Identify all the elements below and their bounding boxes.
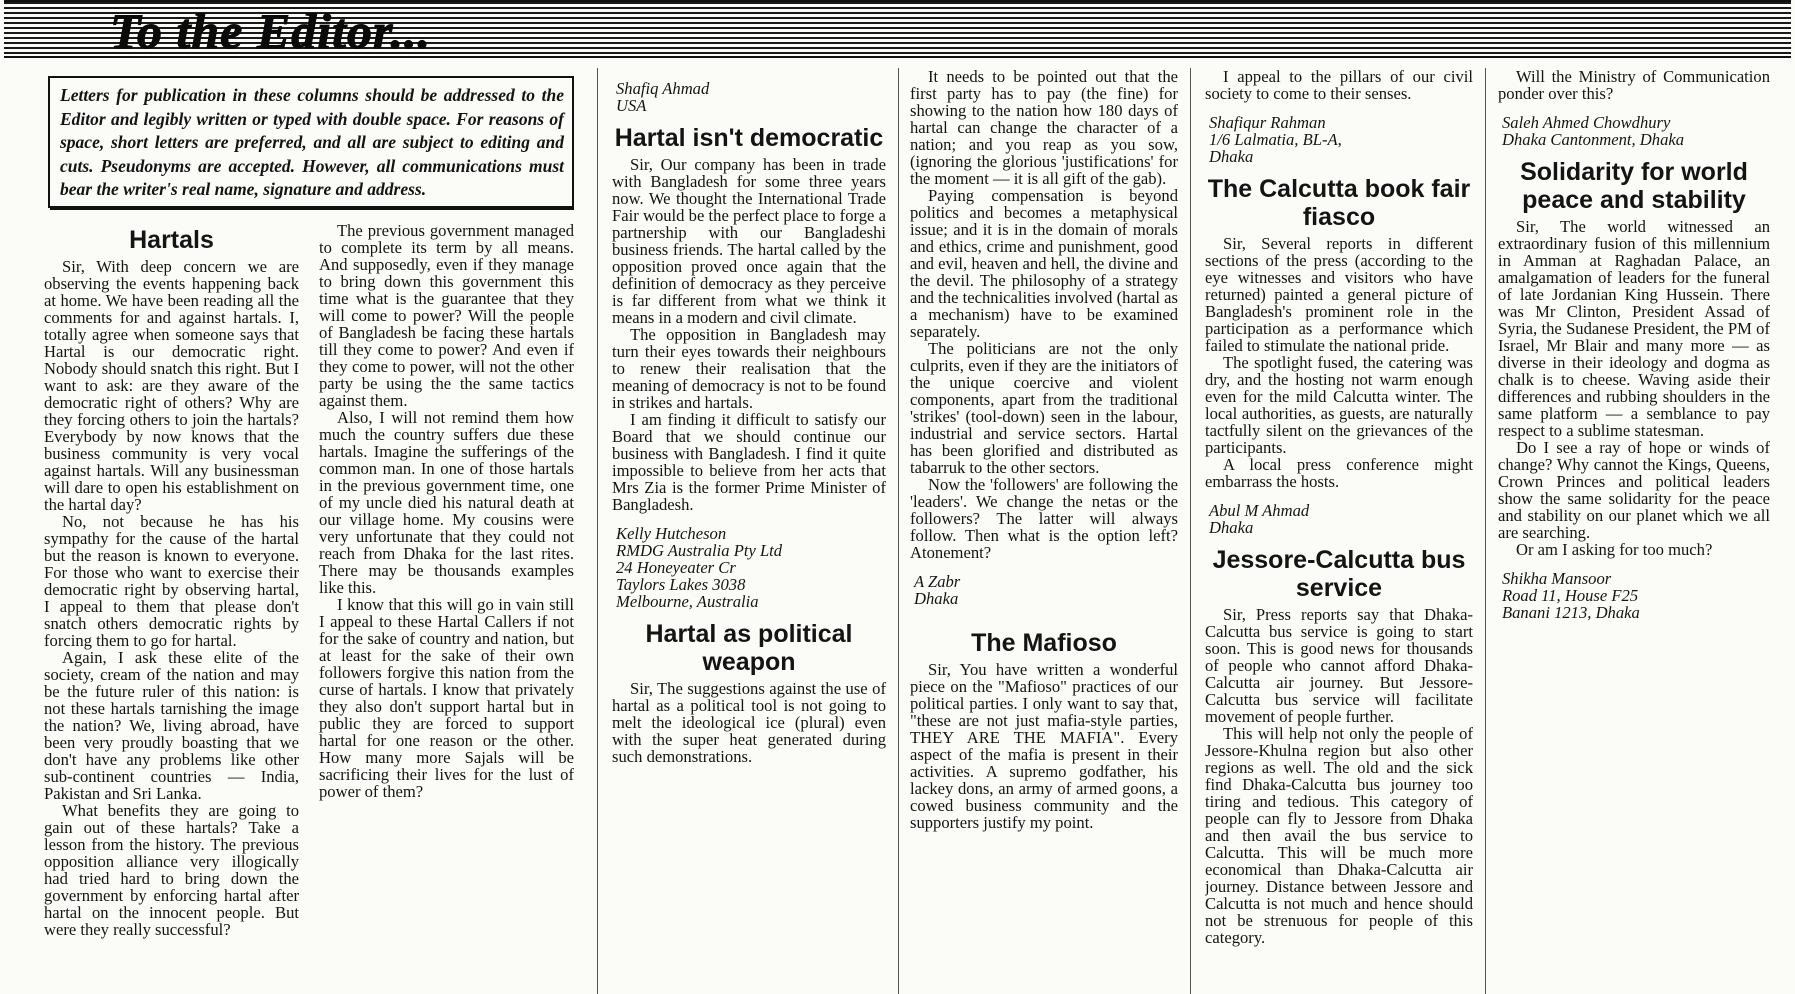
letter-paragraph: The politicians are not the only culprits, even if they are the initiators of the unique coercive and violent components, apart from the traditional 'strikes' (tool-down) seen in the labour, industrial and service sectors. Hartal has been glorified and distributed as tabarruk to the other sectors. bbox=[910, 339, 1178, 477]
letter-paragraph: The spotlight fused, the catering was dry, and the hosting not warm enough even for the mild Calcutta winter. The local authorities, as guests, are naturally tactfully silent on the grievances of the participants. bbox=[1205, 353, 1473, 457]
letter-paragraph: The previous government managed to complete its term by all means. And supposedly, even if they manage to bring down this government this time what is the guarantee that they will come to power? Will the people of Bangladesh be facing these hartals till they come to power? And even if they come to power, will not the other party be using the the same tactics against them. bbox=[319, 220, 574, 410]
letter-paragraph: Sir, The suggestions against the use of hartal as a political tool is not going to melt the ideological ice (plural) even with the super heat generated during such demonstrations. bbox=[612, 679, 886, 766]
signature-line: Shafiqur Rahman bbox=[1209, 113, 1326, 132]
signature-bus bbox=[1502, 114, 1770, 148]
headline-democratic: Hartal isn't democratic bbox=[614, 124, 884, 152]
headline-bookfair: The Calcutta book fair fiasco bbox=[1207, 175, 1471, 231]
signature-line: Road 11, House F25 bbox=[1502, 586, 1639, 605]
section-title: To the Editor... bbox=[110, 3, 432, 59]
signature-line: A Zabr bbox=[914, 572, 961, 591]
letter-paragraph: Sir, Press reports say that Dhaka-Calcutta bus service is going to start soon. This is good news for thousands of people who cannot afford Dhaka-Calcutta air journey. But Jessore-Calcutta bus service will facilitate movement of people further. bbox=[1205, 605, 1473, 726]
letter-paragraph: It needs to be pointed out that the first party has to pay (the fine) for showing to the nation how 180 days of hartal can change the character of a nation; and you reap as you sow, (ignoring the glorious 'justifications' for the moment — it is all gift of the gab). bbox=[910, 68, 1178, 188]
signature-line: Shafiq Ahmad bbox=[616, 79, 710, 98]
signature-line: Taylors Lakes 3038 bbox=[616, 575, 746, 594]
signature-line: Melbourne, Australia bbox=[616, 592, 759, 611]
letter-paragraph: I know that this will go in vain still I appeal to these Hartal Callers if not for the sake of country and nation, but at least for the sake of their own followers forgive this nation from the curse of hartals. I know that privately they also don't support hartal but in public they are forced to support hartal for one reason or the other. How many more Sajals will be sacrificing their lives for the lust of power of them? bbox=[319, 594, 574, 801]
letter-paragraph: Paying compensation is beyond politics and becomes a metaphysical issue; and it is in the domain of morals and ethics, crime and punishment, good and evil, heaven and hell, the divine and the devil. The philosophy of a strategy and the technicalities involved (hartal as a mechanism) have to be examined separately. bbox=[910, 186, 1178, 341]
letter-paragraph: Again, I ask these elite of the society, cream of the nation and may be the future ruler of this nation: is not these hartals tarnishing the image the nation? We, living abroad, have been very proudly boasting that we don't have any problems like other sub-continent countries — India, Pakistan and Sri Lanka. bbox=[44, 647, 299, 803]
signature-line: Shikha Mansoor bbox=[1502, 569, 1612, 588]
column-2 bbox=[612, 68, 886, 994]
column-rule bbox=[898, 68, 899, 994]
signature-solidarity bbox=[1502, 570, 1770, 621]
letter-paragraph: Sir, Several reports in different sections of the press (according to the eye witnesses and visitors who have returned) painted a general picture of Bangladesh's prominent role in the participation as a performance which failed to stimulate the national pride. bbox=[1205, 234, 1473, 355]
column-1 bbox=[44, 68, 574, 994]
signature-line: RMDG Australia Pty Ltd bbox=[616, 541, 783, 560]
column-rule bbox=[1190, 68, 1191, 994]
signature-line: Dhaka bbox=[914, 589, 959, 608]
signature-democratic bbox=[616, 525, 886, 610]
headline-weapon: Hartal as political weapon bbox=[645, 620, 853, 676]
signature-mafioso bbox=[1209, 114, 1473, 165]
letter-paragraph: Also, I will not remind them how much the country suffers due these hartals. Imagine the sufferings of the common man. In one of those hartals in the previous government time, one of my uncle died his natural death at our village home. My cousins were very unfortunate that they could not reach from Dhaka for the last rites. There may be thousands examples like this. bbox=[319, 407, 574, 597]
headline-mafioso: The Mafioso bbox=[971, 629, 1117, 657]
masthead-banner bbox=[4, 0, 1791, 58]
column-rule bbox=[1485, 68, 1486, 994]
letter-paragraph: Sir, Our company has been in trade with Bangladesh for some three years now. We thought the International Trade Fair would be the perfect place to forge a partnership with our Bangladeshi business friends. The hartal called by the opposition proved once again that the definition of democracy as they perceive is far different from what we think it means in a modern and civil climate. bbox=[612, 155, 886, 327]
letter-paragraph: Or am I asking for too much? bbox=[1516, 540, 1713, 559]
letter-paragraph: Sir, You have written a wonderful piece on the "Mafioso" practices of our political parties. I only want to say that, "these are not just mafia-style parties, THEY ARE THE MAFIA". Every aspect of the mafia is present in their activities. A supremo godfather, his lackey dons, an army of armed goons, a cowed business community and the supporters justify my point. bbox=[910, 660, 1178, 832]
headline-solidarity: Solidarity for world peace and stability bbox=[1520, 158, 1748, 214]
hartals-letter bbox=[44, 222, 574, 942]
signature-hartals bbox=[616, 80, 886, 114]
signature-weapon bbox=[914, 573, 1178, 607]
letter-paragraph: The opposition in Bangladesh may turn their eyes towards their neighbours to renew their realisation that the meaning of democracy is not to be found in strikes and hartals. bbox=[612, 325, 886, 412]
letter-paragraph: A local press conference might embarrass the hosts. bbox=[1205, 455, 1473, 491]
column-4 bbox=[1205, 68, 1473, 994]
headline-hartals: Hartals bbox=[129, 225, 214, 254]
editor-notice: Letters for publication in these columns should be addressed to the Editor and legibly written or typed with double space. For reasons of space, short letters are preferred, and all are subject to editing and cuts. Pseudonyms are accepted. However, all communications must bear the writer's real name, signature and address. bbox=[48, 76, 574, 208]
column-5 bbox=[1498, 68, 1770, 994]
signature-line: USA bbox=[616, 96, 647, 115]
letter-paragraph: Sir, With deep concern we are observing the events happening back at home. We have been reading all the comments for and against hartals. I, totally agree when someone says that Hartal is our democratic right. Nobody should snatch this right. But I want to ask: are they aware of the democratic right of others? Why are they forcing others to join the hartals? Everybody by now knows that the business community is very vocal against hartals. Will any businessman will dare to open his establishment on the hartal day? bbox=[44, 256, 299, 514]
letter-paragraph: Will the Ministry of Communication ponder over this? bbox=[1498, 68, 1770, 103]
letter-paragraph: Do I see a ray of hope or winds of change? Why cannot the Kings, Queens, Crown Princes and political leaders show the same solidarity for the peace and stability on our planet which we all are searching. bbox=[1498, 438, 1770, 542]
signature-line: Dhaka bbox=[1209, 518, 1254, 537]
signature-line: Banani 1213, Dhaka bbox=[1502, 603, 1640, 622]
letter-paragraph: I appeal to the pillars of our civil society to come to their senses. bbox=[1205, 68, 1473, 103]
column-3 bbox=[910, 68, 1178, 994]
signature-bookfair bbox=[1209, 502, 1473, 536]
letter-paragraph: No, not because he has his sympathy for the cause of the hartal but the reason is known to everyone. For those who want to exercise their democratic right by observing hartal, I appeal to them that please don't snatch others democratic rights by forcing them to go for hartal. bbox=[44, 511, 299, 650]
signature-line: Abul M Ahmad bbox=[1209, 501, 1310, 520]
letter-paragraph: What benefits they are going to gain out of these hartals? Take a lesson from the history. The previous opposition alliance very illogically had tried hard to bring down the government by enforcing hartal after hartal on the innocent people. But were they really successful? bbox=[44, 800, 299, 939]
headline-bus: Jessore-Calcutta bus service bbox=[1212, 546, 1466, 602]
signature-line: Saleh Ahmed Chowdhury bbox=[1502, 113, 1671, 132]
letter-paragraph: Sir, The world witnessed an extraordinary fusion of this millennium in Amman at Raghadan Palace, an amalgamation of leaders for the funeral of late Jordanian King Hussein. There was Mr Clinton, President Assad of Syria, the Sudanese President, the PM of Israel, Mr Blair and many more — as diverse in their ideology and dogma as chalk is to cheese. Waving aside their differences and rubbing shoulders in the same platform — a semblance to pay respect to a sublime statesman. bbox=[1498, 217, 1770, 440]
signature-line: Dhaka bbox=[1209, 147, 1254, 166]
column-rule bbox=[597, 68, 598, 994]
signature-line: 1/6 Lalmatia, BL-A, bbox=[1209, 130, 1342, 149]
signature-line: 24 Honeyeater Cr bbox=[616, 558, 736, 577]
letter-paragraph: This will help not only the people of Jessore-Khulna region but also other regions as well. The old and the sick find Dhaka-Calcutta bus journey too tiring and tedious. This category of people can fly to Jessore from Dhaka and then avail the bus service to Calcutta. This will be much more economical than Dhaka-Calcutta air journey. Distance between Jessore and Calcutta is not much and hence should not be strenuous for people of this category. bbox=[1205, 724, 1473, 947]
letter-paragraph: I am finding it difficult to satisfy our Board that we should continue our business with Bangladesh. I find it quite impossible to believe from her acts that Mrs Zia is the former Prime Minister of Bangladesh. bbox=[612, 410, 886, 514]
signature-line: Kelly Hutcheson bbox=[616, 524, 727, 543]
letter-paragraph: Now the 'followers' are following the 'leaders'. We change the netas or the followers? The latter will always follow. Then what is the option left? Atonement? bbox=[910, 475, 1178, 562]
signature-line: Dhaka Cantonment, Dhaka bbox=[1502, 130, 1685, 149]
